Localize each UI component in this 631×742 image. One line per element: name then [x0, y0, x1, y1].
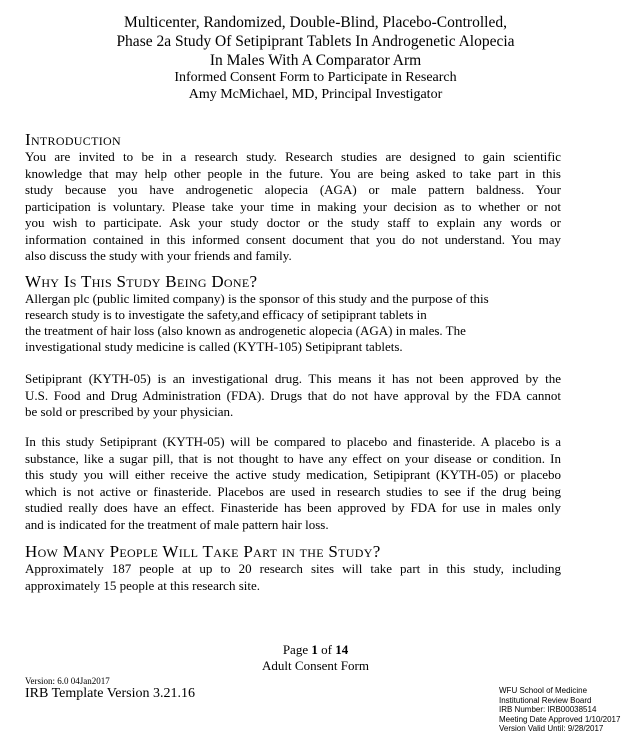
introduction-heading: Introduction [25, 130, 121, 149]
study-title-line-3: In Males With A Comparator Arm [209, 52, 422, 69]
paragraph-line: Approximately 187 people at up to 20 research sites will take part in this study, including [25, 561, 561, 576]
irb-line: Institutional Review Board [499, 695, 592, 705]
paragraph-line: You are invited to be in a research study. Research studies are designed to gain scientific [25, 149, 561, 164]
page-of: of [317, 642, 336, 657]
paragraph-line: U.S. Food and Drug Administration (FDA). Drugs that do not have approval by the FDA cannot [25, 387, 561, 403]
paragraph-line: this study you will either receive the active study medication, Setipiprant (KYTH-05) or placebo [25, 467, 561, 482]
irb-line: IRB Number: IRB00038514 [499, 705, 597, 714]
irb-approval-block [499, 686, 620, 734]
version-label: Version: 6.0 04Jan2017 [25, 676, 110, 686]
irb-line: WFU School of Medicine [499, 686, 588, 695]
why-paragraph-1-line: the treatment of hair loss (also known as androgenetic alopecia (AGA) in males. The [25, 323, 466, 338]
paragraph-line: be sold or prescribed by your physician. [25, 404, 234, 419]
why-paragraph-2 [25, 371, 561, 421]
study-title-line-2: Phase 2a Study Of Setipiprant Tablets In Androgenetic Alopecia [116, 33, 515, 50]
how-many-heading: How Many People Will Take Part in the Study? [25, 542, 381, 561]
paragraph-line: knowledge that may help other people in the future. You are being asked to take part in this [25, 165, 561, 181]
paragraph-line: and is indicated for the treatment of male pattern hair loss. [25, 516, 329, 532]
paragraph-line: which is not active or finasteride. Placebos are used in research studies to see if the drug being [25, 483, 561, 499]
form-subtitle: Informed Consent Form to Participate in Research [174, 70, 457, 85]
why-paragraph-1-line: investigational study medicine is called (KYTH-105) Setipiprant tablets. [25, 339, 403, 354]
paragraph-line: also discuss the study with your friends and family. [25, 248, 292, 263]
how-many-paragraph [25, 561, 561, 594]
paragraph-line: studied really does have an effect. Finasteride has been approved by FDA for use in males only [25, 500, 561, 515]
paragraph-line: you wish to participate. Ask your study doctor or the study staff to explain any words or [25, 215, 561, 230]
principal-investigator: Amy McMichael, MD, Principal Investigator [188, 87, 443, 102]
paragraph-line: substance, like a sugar pill, that is not thought to have any effect on your disease or condition. In [25, 450, 561, 466]
form-name: Adult Consent Form [262, 658, 369, 673]
page-current: 1 [311, 642, 318, 657]
why-paragraph-1-line: Allergan plc (public limited company) is the sponsor of this study and the purpose of this [25, 291, 489, 306]
paragraph-line: In this study Setipiprant (KYTH-05) will be compared to placebo and finasteride. A placebo is a [25, 434, 561, 449]
why-paragraph-1-line: research study is to investigate the safety,and efficacy of setipiprant tablets in [25, 307, 427, 322]
why-paragraph-3 [25, 434, 561, 533]
irb-line: Meeting Date Approved 1/10/2017 [499, 714, 621, 724]
paragraph-line: information contained in this informed consent document that you do not understand. You may [25, 231, 561, 247]
paragraph-line: approximately 15 people at this research site. [25, 577, 261, 593]
why-study-heading: Why Is This Study Being Done? [25, 272, 258, 291]
paragraph-line: participation is voluntary. Please take your time in making your decision as to whether or not [25, 198, 561, 214]
page-number [0, 641, 631, 658]
page-prefix: Page [282, 642, 312, 657]
introduction-paragraph [25, 149, 561, 265]
irb-line: Version Valid Until: 9/28/2017 [499, 724, 604, 733]
study-title-line-1: Multicenter, Randomized, Double-Blind, Placebo-Controlled, [124, 14, 507, 31]
irb-template-version: IRB Template Version 3.21.16 [25, 686, 195, 701]
paragraph-line: Setipiprant (KYTH-05) is an investigational drug. This means it has not been approved by the [25, 371, 561, 386]
paragraph-line: study because you have androgenetic alopecia (AGA) or male pattern baldness. Your [25, 182, 561, 197]
page-total: 14 [335, 642, 349, 657]
